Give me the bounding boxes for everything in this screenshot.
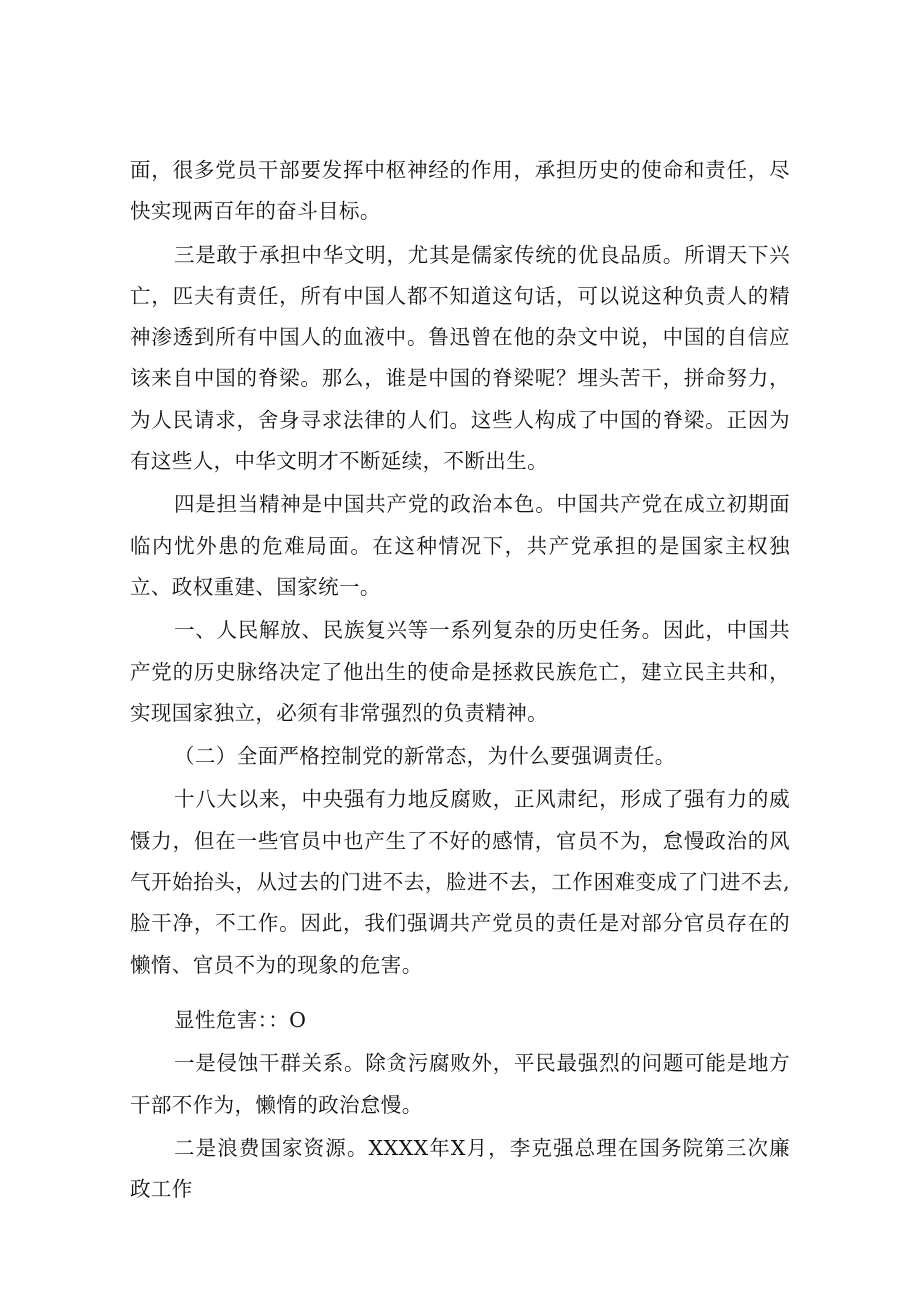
paragraph-harm-one: 一是侵蚀干群关系。除贪污腐败外，平民最强烈的问题可能是地方干部不作为，懒惰的政治怠慢。 xyxy=(130,1051,790,1117)
paragraph-harm-two: 二是浪费国家资源。XXXX年X月，李克强总理在国务院第三次廉政工作 xyxy=(130,1135,790,1202)
paragraph-explicit-harm: 显性危害：：O xyxy=(174,1007,307,1032)
paragraph-historical-tasks: 一、人民解放、民族复兴等一系列复杂的历史任务。因此，中国共产党的历史脉络决定了他出生的使命是拯救民族危亡，建立民主共和，实现国家独立，必须有非常强烈的负责精神。 xyxy=(130,618,790,725)
paragraph-continuation: 面，很多党员干部要发挥中枢神经的作用，承担历史的使命和责任，尽快实现两百年的奋斗目标。 xyxy=(130,158,790,224)
paragraph-chinese-civilization: 三是敢于承担中华文明，尤其是儒家传统的优良品质。所谓天下兴亡，匹夫有责任，所有中国人都不知道这句话，可以说这种负责人的精神渗透到所有中国人的血液中。鲁迅曾在他的杂文中说，中国的自信应该来自中国的脊梁。那么，谁是中国的脊梁呢？埋头苦干，拼命努力，为人民请求，舍身寻求法律的人们。这些人构成了中国的脊梁。正因为有这些人，中华文明才不断延续，不断出生。 xyxy=(130,242,790,474)
paragraph-anti-corruption: 十八大以来，中央强有力地反腐败，正风肃纪，形成了强有力的威慑力，但在一些官员中也产生了不好的感情，官员不为，怠慢政治的风气开始抬头，从过去的门进不去，脸进不去，工作困难变成了门进不去,脸干净，不工作。因此，我们强调共产党员的责任是对部分官员存在的懒惰、官员不为的现象的危害。 xyxy=(130,787,790,977)
section-heading-2: （二）全面严格控制党的新常态，为什么要强调责任。 xyxy=(174,744,676,769)
paragraph-party-spirit: 四是担当精神是中国共产党的政治本色。中国共产党在成立初期面临内忧外患的危难局面。在这种情况下，共产党承担的是国家主权独立、政权重建、国家统一。 xyxy=(130,492,790,599)
document-body xyxy=(130,150,790,1210)
